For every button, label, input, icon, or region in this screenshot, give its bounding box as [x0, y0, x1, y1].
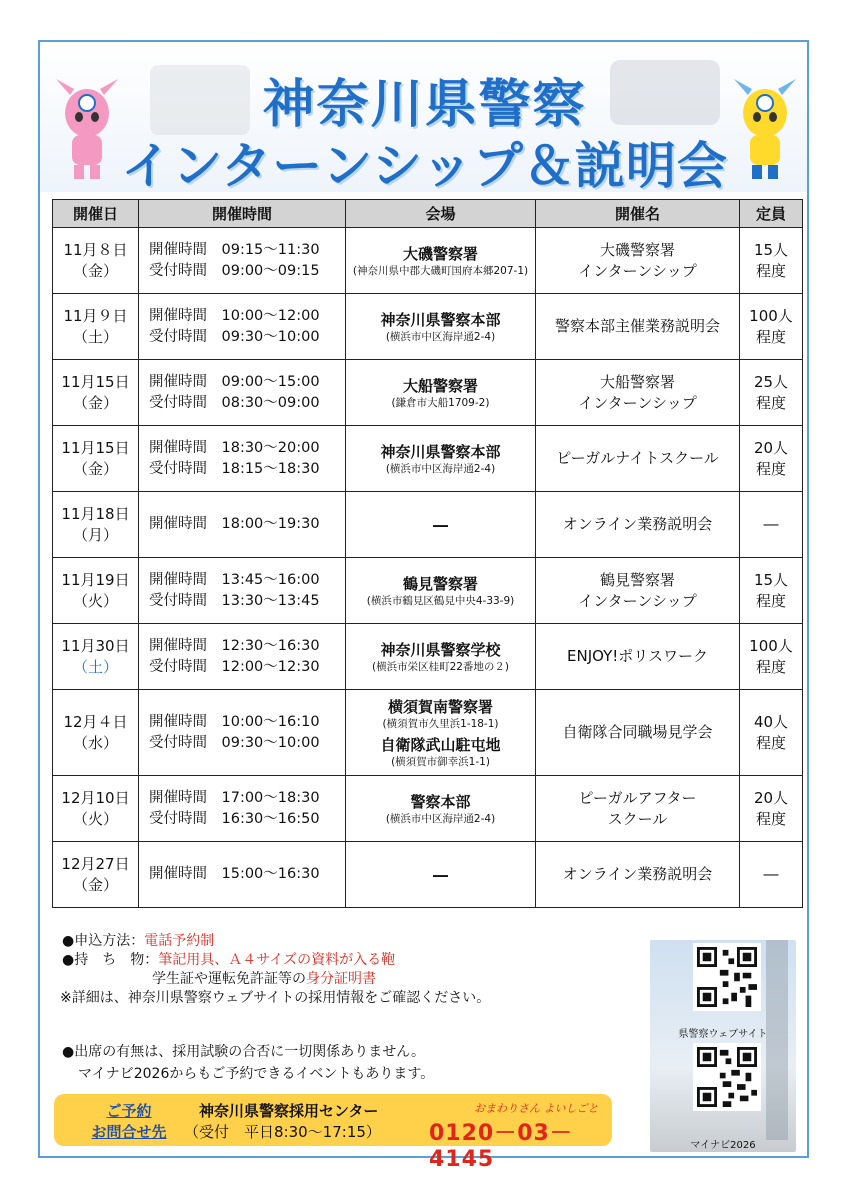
event-date: 11月９日	[63, 306, 128, 325]
apply-value: 電話予約制	[144, 933, 215, 949]
table-row	[53, 228, 803, 294]
notes-section-2	[62, 1041, 434, 1085]
bring-items-note	[62, 951, 490, 970]
header-time: 開催時間	[139, 200, 346, 228]
event-name: ピーガルアフター	[578, 788, 697, 807]
table-row	[53, 492, 803, 558]
venue-address: (横浜市栄区桂町22番地の２)	[371, 660, 510, 673]
venue-address: (横浜市中区海岸通2-4)	[385, 330, 496, 343]
event-time: 開催時間 13:45～16:00	[149, 571, 320, 588]
venue-cell	[346, 842, 536, 908]
event-weekday: （土）	[72, 657, 118, 676]
event-date: 11月19日	[61, 570, 130, 589]
reception-time: 受付時間 16:30～16:50	[149, 810, 320, 827]
venue2-name: 自衛隊武山駐屯地	[380, 735, 501, 754]
event-weekday: （月）	[72, 525, 118, 544]
contact-label-reservation: ご予約	[106, 1102, 152, 1120]
event-cell	[536, 492, 740, 558]
header-event: 開催名	[536, 200, 740, 228]
capacity-qualifier: 程度	[755, 657, 786, 676]
landmark-tower-image	[766, 940, 788, 1140]
capacity: 15人	[753, 570, 789, 589]
capacity-cell	[740, 558, 803, 624]
capacity: 20人	[753, 788, 789, 807]
venue-cell	[346, 558, 536, 624]
venue-address: (横浜市中区海岸通2-4)	[385, 462, 496, 475]
date-cell	[53, 776, 139, 842]
venue-name: 横須賀南警察署	[387, 697, 493, 716]
bring-line2-prefix: 学生証や運転免許証等の	[152, 971, 306, 987]
capacity-cell	[740, 492, 803, 558]
apply-method-note	[62, 932, 490, 951]
venue-address: (神奈川県中郡大磯町国府本郷207-1)	[352, 264, 529, 277]
event-time: 開催時間 12:30～16:30	[149, 637, 320, 654]
time-cell	[139, 360, 346, 426]
venue-name: 大船警察署	[402, 376, 478, 395]
event-time: 開催時間 17:00～18:30	[149, 789, 320, 806]
time-cell	[139, 294, 346, 360]
table-row	[53, 558, 803, 624]
time-cell	[139, 624, 346, 690]
qr-code-icon-website[interactable]	[693, 943, 761, 1011]
venue-name: 神奈川県警察学校	[380, 640, 501, 659]
event-name: オンライン業務説明会	[562, 515, 713, 533]
mynavi-note: マイナビ2026からもご予約できるイベントもあります。	[78, 1066, 435, 1082]
table-row	[53, 426, 803, 492]
capacity: 100人	[749, 636, 793, 655]
venue-cell	[346, 776, 536, 842]
recruitment-center-name: 神奈川県警察採用センター	[199, 1102, 379, 1120]
venue-cell	[346, 624, 536, 690]
capacity-cell	[740, 228, 803, 294]
event-date: 11月30日	[61, 636, 130, 655]
date-cell	[53, 624, 139, 690]
event-date: 12月４日	[63, 712, 128, 731]
contact-banner	[54, 1094, 612, 1172]
venue-address: (横須賀市久里浜1-18-1)	[382, 717, 499, 730]
phone-number-link[interactable]: 0120－03－4145	[429, 1121, 573, 1172]
event-time: 開催時間 15:00～16:30	[149, 866, 320, 882]
capacity-qualifier: 程度	[755, 809, 786, 828]
venue-cell	[346, 690, 536, 776]
venue-name: ―	[433, 515, 448, 534]
time-cell	[139, 558, 346, 624]
venue-name: 警察本部	[410, 792, 471, 811]
qr-label-mynavi: マイナビ2026	[690, 1140, 756, 1151]
event-cell	[536, 228, 740, 294]
event-name: オンライン業務説明会	[562, 865, 713, 883]
title-line2: インターンシップ＆説明会	[121, 137, 728, 195]
event-name-line2: スクール	[607, 809, 668, 828]
venue-cell	[346, 426, 536, 492]
venue-address: (横浜市中区海岸通2-4)	[385, 812, 496, 825]
header-venue: 会場	[346, 200, 536, 228]
date-cell	[53, 294, 139, 360]
table-row	[53, 776, 803, 842]
event-weekday: （金）	[72, 261, 118, 280]
event-name: 大磯警察署	[599, 240, 675, 259]
event-time: 開催時間 10:00～12:00	[149, 307, 320, 324]
qr-label-website: 県警察ウェブサイト	[678, 1029, 768, 1040]
event-time: 開催時間 18:30～20:00	[149, 439, 320, 456]
event-weekday: （水）	[72, 733, 118, 752]
event-cell	[536, 842, 740, 908]
title-line1: 神奈川県警察	[262, 75, 587, 135]
capacity-qualifier: 程度	[755, 591, 786, 610]
bring-items-line2	[62, 970, 490, 989]
reception-time: 受付時間 13:30～13:45	[149, 592, 320, 609]
event-weekday: （火）	[72, 809, 118, 828]
event-name: 自衛隊合同職場見学会	[562, 723, 713, 741]
capacity-qualifier: 程度	[755, 459, 786, 478]
table-row	[53, 690, 803, 776]
capacity-cell	[740, 624, 803, 690]
event-weekday: （金）	[72, 459, 118, 478]
capacity: 40人	[753, 712, 789, 731]
qr-code-panel	[650, 940, 796, 1152]
venue2-address: (横須賀市御幸浜1-1)	[391, 755, 490, 768]
capacity-qualifier: 程度	[755, 327, 786, 346]
table-row	[53, 294, 803, 360]
reception-hours: （受付 平日8:30～17:15）	[184, 1123, 381, 1141]
bring-value: 筆記用具、Ａ４サイズの資料が入る鞄	[158, 952, 396, 968]
event-name-line2: インターンシップ	[578, 261, 697, 280]
capacity: 100人	[749, 306, 793, 325]
time-cell	[139, 842, 346, 908]
time-cell	[139, 228, 346, 294]
reception-time: 受付時間 09:00～09:15	[149, 262, 320, 279]
event-date: 12月27日	[61, 854, 130, 873]
time-cell	[139, 492, 346, 558]
capacity-cell	[740, 690, 803, 776]
event-time: 開催時間 09:00～15:00	[149, 373, 320, 390]
event-date: 11月18日	[61, 504, 130, 523]
date-cell	[53, 228, 139, 294]
event-weekday: （火）	[72, 591, 118, 610]
event-cell	[536, 294, 740, 360]
venue-name: 神奈川県警察本部	[380, 442, 501, 461]
schedule-table	[52, 199, 803, 908]
venue-cell	[346, 360, 536, 426]
event-name: 大船警察署	[599, 372, 675, 391]
date-cell	[53, 360, 139, 426]
event-weekday: （金）	[72, 393, 118, 412]
qr-code-icon-mynavi[interactable]	[693, 1043, 761, 1111]
venue-cell	[346, 294, 536, 360]
capacity-cell	[740, 360, 803, 426]
time-cell	[139, 776, 346, 842]
event-date: 11月15日	[61, 372, 130, 391]
event-date: 11月15日	[61, 438, 130, 457]
attendance-note: ●出席の有無は、採用試験の合否に一切関係ありません。	[62, 1044, 426, 1060]
event-weekday: （土）	[72, 327, 118, 346]
date-cell	[53, 690, 139, 776]
venue-name: 大磯警察署	[402, 244, 478, 263]
venue-name: ―	[433, 865, 448, 884]
capacity: ―	[763, 865, 779, 883]
event-cell	[536, 776, 740, 842]
table-header-row	[53, 200, 803, 228]
event-time: 開催時間 18:00～19:30	[149, 516, 320, 532]
event-cell	[536, 690, 740, 776]
venue-name: 神奈川県警察本部	[380, 310, 501, 329]
event-name: ENJOY!ポリスワーク	[567, 647, 708, 665]
date-cell	[53, 492, 139, 558]
date-cell	[53, 842, 139, 908]
date-cell	[53, 426, 139, 492]
venue-name: 鶴見警察署	[402, 574, 478, 593]
capacity-cell	[740, 294, 803, 360]
venue-address: (鎌倉市大船1709-2)	[391, 396, 490, 409]
event-time: 開催時間 10:00～16:10	[149, 713, 320, 730]
event-cell	[536, 360, 740, 426]
event-cell	[536, 426, 740, 492]
capacity-qualifier: 程度	[755, 261, 786, 280]
bring-label: ●持 ち 物：	[62, 952, 159, 968]
notes-section	[62, 932, 490, 1008]
event-name: 鶴見警察署	[599, 570, 675, 589]
venue-cell	[346, 228, 536, 294]
event-name: 警察本部主催業務説明会	[554, 317, 720, 335]
event-name-line2: インターンシップ	[578, 393, 697, 412]
venue-address: (横浜市鶴見区鶴見中央4-33-9)	[366, 594, 515, 607]
table-row	[53, 360, 803, 426]
capacity: 20人	[753, 438, 789, 457]
header-capacity: 定員	[740, 200, 803, 228]
event-name: ピーガルナイトスクール	[556, 449, 719, 467]
catchphrase: おまわりさん よいしごと	[474, 1102, 599, 1115]
bring-line2-red: 身分証明書	[306, 971, 376, 987]
detail-note: ※詳細は、神奈川県警察ウェブサイトの採用情報をご確認ください。	[60, 990, 491, 1006]
capacity-qualifier: 程度	[755, 733, 786, 752]
capacity-cell	[740, 776, 803, 842]
table-row	[53, 624, 803, 690]
reception-time: 受付時間 12:00～12:30	[149, 658, 320, 675]
capacity: ―	[763, 515, 779, 533]
event-name-line2: インターンシップ	[578, 591, 697, 610]
capacity: 25人	[753, 372, 789, 391]
apply-label: ●申込方法：	[62, 933, 145, 949]
reception-time: 受付時間 09:30～10:00	[149, 328, 320, 345]
reception-time: 受付時間 09:30～10:00	[149, 734, 320, 751]
event-date: 12月10日	[61, 788, 130, 807]
capacity: 15人	[753, 240, 789, 259]
event-cell	[536, 558, 740, 624]
reception-time: 受付時間 18:15～18:30	[149, 460, 320, 477]
event-weekday: （金）	[72, 875, 118, 894]
event-cell	[536, 624, 740, 690]
time-cell	[139, 426, 346, 492]
venue-cell	[346, 492, 536, 558]
table-row	[53, 842, 803, 908]
time-cell	[139, 690, 346, 776]
capacity-cell	[740, 426, 803, 492]
reception-time: 受付時間 08:30～09:00	[149, 394, 320, 411]
event-time: 開催時間 09:15～11:30	[149, 241, 320, 258]
contact-label-inquiry: お問合せ先	[91, 1123, 167, 1141]
date-cell	[53, 558, 139, 624]
event-date: 11月８日	[63, 240, 128, 259]
header-date: 開催日	[53, 200, 139, 228]
capacity-cell	[740, 842, 803, 908]
capacity-qualifier: 程度	[755, 393, 786, 412]
